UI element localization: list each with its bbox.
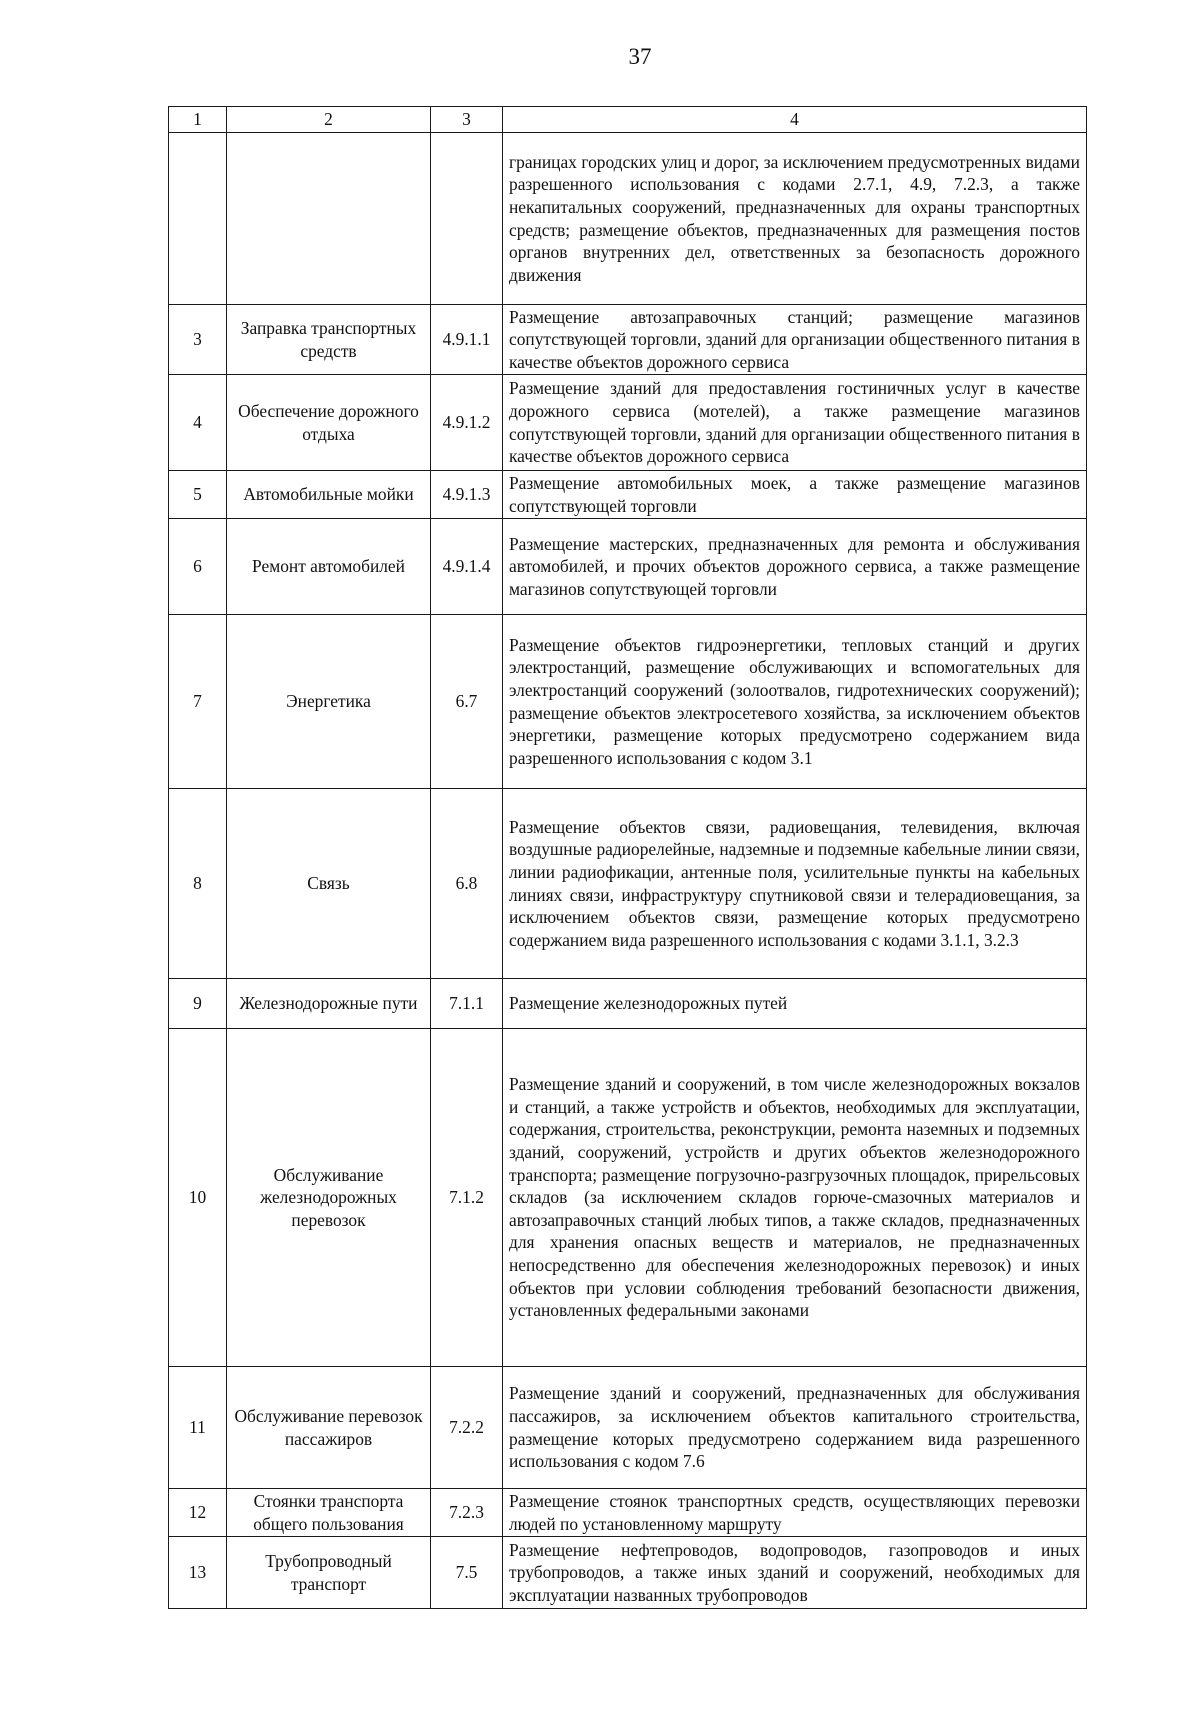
row-number-cell: 10	[169, 1029, 227, 1367]
description-cell: границах городских улиц и дорог, за исключением предусмотренных видами разрешенного использования с кодами 2.7.1, 4.9, 7.2.3, а также некапитальных сооружений, предназначенных для охраны транспортных средств; размещение объектов, предназначенных для размещения постов органов внутренних дел, ответственных за безопасность дорожного движения	[503, 133, 1087, 305]
table-row	[169, 1537, 1087, 1609]
table-row	[169, 1029, 1087, 1367]
use-type-cell: Связь	[227, 789, 431, 979]
row-number-cell	[169, 133, 227, 305]
description-cell: Размещение объектов гидроэнергетики, тепловых станций и других электростанций, размещение обслуживающих и вспомогательных для электростанций сооружений (золоотвалов, гидротехнических сооружений); размещение объектов электросетевого хозяйства, за исключением объектов энергетики, размещение которых предусмотрено содержанием вида разрешенного использования с кодом 3.1	[503, 615, 1087, 789]
use-type-cell: Обслуживание железнодорожных перевозок	[227, 1029, 431, 1367]
table-row	[169, 519, 1087, 615]
header-row	[169, 107, 1087, 133]
row-number-cell: 12	[169, 1489, 227, 1537]
use-type-cell: Ремонт автомобилей	[227, 519, 431, 615]
table-row	[169, 375, 1087, 471]
table-row	[169, 305, 1087, 375]
use-type-cell: Трубопроводный транспорт	[227, 1537, 431, 1609]
row-number-cell: 9	[169, 979, 227, 1029]
column-header: 4	[503, 107, 1087, 133]
row-number-cell: 6	[169, 519, 227, 615]
description-cell: Размещение железнодорожных путей	[503, 979, 1087, 1029]
code-cell: 4.9.1.4	[431, 519, 503, 615]
column-header: 3	[431, 107, 503, 133]
column-header: 2	[227, 107, 431, 133]
row-number-cell: 4	[169, 375, 227, 471]
code-cell: 6.7	[431, 615, 503, 789]
description-cell: Размещение объектов связи, радиовещания, телевидения, включая воздушные радиорелейные, надземные и подземные кабельные линии связи, линии радиофикации, антенные поля, усилительные пункты на кабельных линиях связи, инфраструктуру спутниковой связи и телерадиовещания, за исключением объектов связи, размещение которых предусмотрено содержанием вида разрешенного использования с кодами 3.1.1, 3.2.3	[503, 789, 1087, 979]
code-cell: 7.1.1	[431, 979, 503, 1029]
use-type-cell: Железнодорожные пути	[227, 979, 431, 1029]
code-cell: 4.9.1.2	[431, 375, 503, 471]
description-cell: Размещение зданий и сооружений, в том числе железнодорожных вокзалов и станций, а также устройств и объектов, необходимых для эксплуатации, содержания, строительства, реконструкции, ремонта наземных и подземных зданий, сооружений, устройств и других объектов железнодорожного транспорта; размещение погрузочно-разгрузочных площадок, прирельсовых складов (за исключением складов горюче-смазочных материалов и автозаправочных станций любых типов, а также складов, предназначенных для хранения опасных веществ и материалов, не предназначенных непосредственно для обеспечения железнодорожных перевозок) и иных объектов при условии соблюдения требований безопасности движения, установленных федеральными законами	[503, 1029, 1087, 1367]
description-cell: Размещение зданий для предоставления гостиничных услуг в качестве дорожного сервиса (мотелей), а также размещение магазинов сопутствующей торговли, зданий для организации общественного питания в качестве объектов дорожного сервиса	[503, 375, 1087, 471]
code-cell: 7.2.2	[431, 1367, 503, 1489]
row-number-cell: 8	[169, 789, 227, 979]
table-row	[169, 615, 1087, 789]
use-type-cell: Стоянки транспорта общего пользования	[227, 1489, 431, 1537]
use-type-cell: Обеспечение дорожного отдыха	[227, 375, 431, 471]
use-type-cell: Заправка транспортных средств	[227, 305, 431, 375]
row-number-cell: 3	[169, 305, 227, 375]
table-row	[169, 979, 1087, 1029]
table-row-continuation	[169, 133, 1087, 305]
description-cell: Размещение стоянок транспортных средств, осуществляющих перевозки людей по установленному маршруту	[503, 1489, 1087, 1537]
description-cell: Размещение нефтепроводов, водопроводов, газопроводов и иных трубопроводов, а также иных зданий и сооружений, необходимых для эксплуатации названных трубопроводов	[503, 1537, 1087, 1609]
row-number-cell: 11	[169, 1367, 227, 1489]
description-cell: Размещение мастерских, предназначенных для ремонта и обслуживания автомобилей, и прочих объектов дорожного сервиса, а также размещение магазинов сопутствующей торговли	[503, 519, 1087, 615]
use-type-cell: Автомобильные мойки	[227, 471, 431, 519]
row-number-cell: 13	[169, 1537, 227, 1609]
table-row	[169, 471, 1087, 519]
use-type-cell: Энергетика	[227, 615, 431, 789]
code-cell: 7.5	[431, 1537, 503, 1609]
page-number: 37	[628, 44, 652, 69]
code-cell: 7.1.2	[431, 1029, 503, 1367]
description-cell: Размещение автомобильных моек, а также размещение магазинов сопутствующей торговли	[503, 471, 1087, 519]
code-cell	[431, 133, 503, 305]
code-cell: 7.2.3	[431, 1489, 503, 1537]
table-row	[169, 1367, 1087, 1489]
land-use-table	[168, 106, 1087, 1609]
row-number-cell: 5	[169, 471, 227, 519]
description-cell: Размещение автозаправочных станций; размещение магазинов сопутствующей торговли, зданий для организации общественного питания в качестве объектов дорожного сервиса	[503, 305, 1087, 375]
column-header: 1	[169, 107, 227, 133]
description-cell: Размещение зданий и сооружений, предназначенных для обслуживания пассажиров, за исключением объектов капитального строительства, размещение которых предусмотрено содержанием вида разрешенного использования с кодом 7.6	[503, 1367, 1087, 1489]
row-number-cell: 7	[169, 615, 227, 789]
table-row	[169, 1489, 1087, 1537]
use-type-cell	[227, 133, 431, 305]
table-row	[169, 789, 1087, 979]
code-cell: 4.9.1.1	[431, 305, 503, 375]
code-cell: 6.8	[431, 789, 503, 979]
code-cell: 4.9.1.3	[431, 471, 503, 519]
use-type-cell: Обслуживание перевозок пассажиров	[227, 1367, 431, 1489]
